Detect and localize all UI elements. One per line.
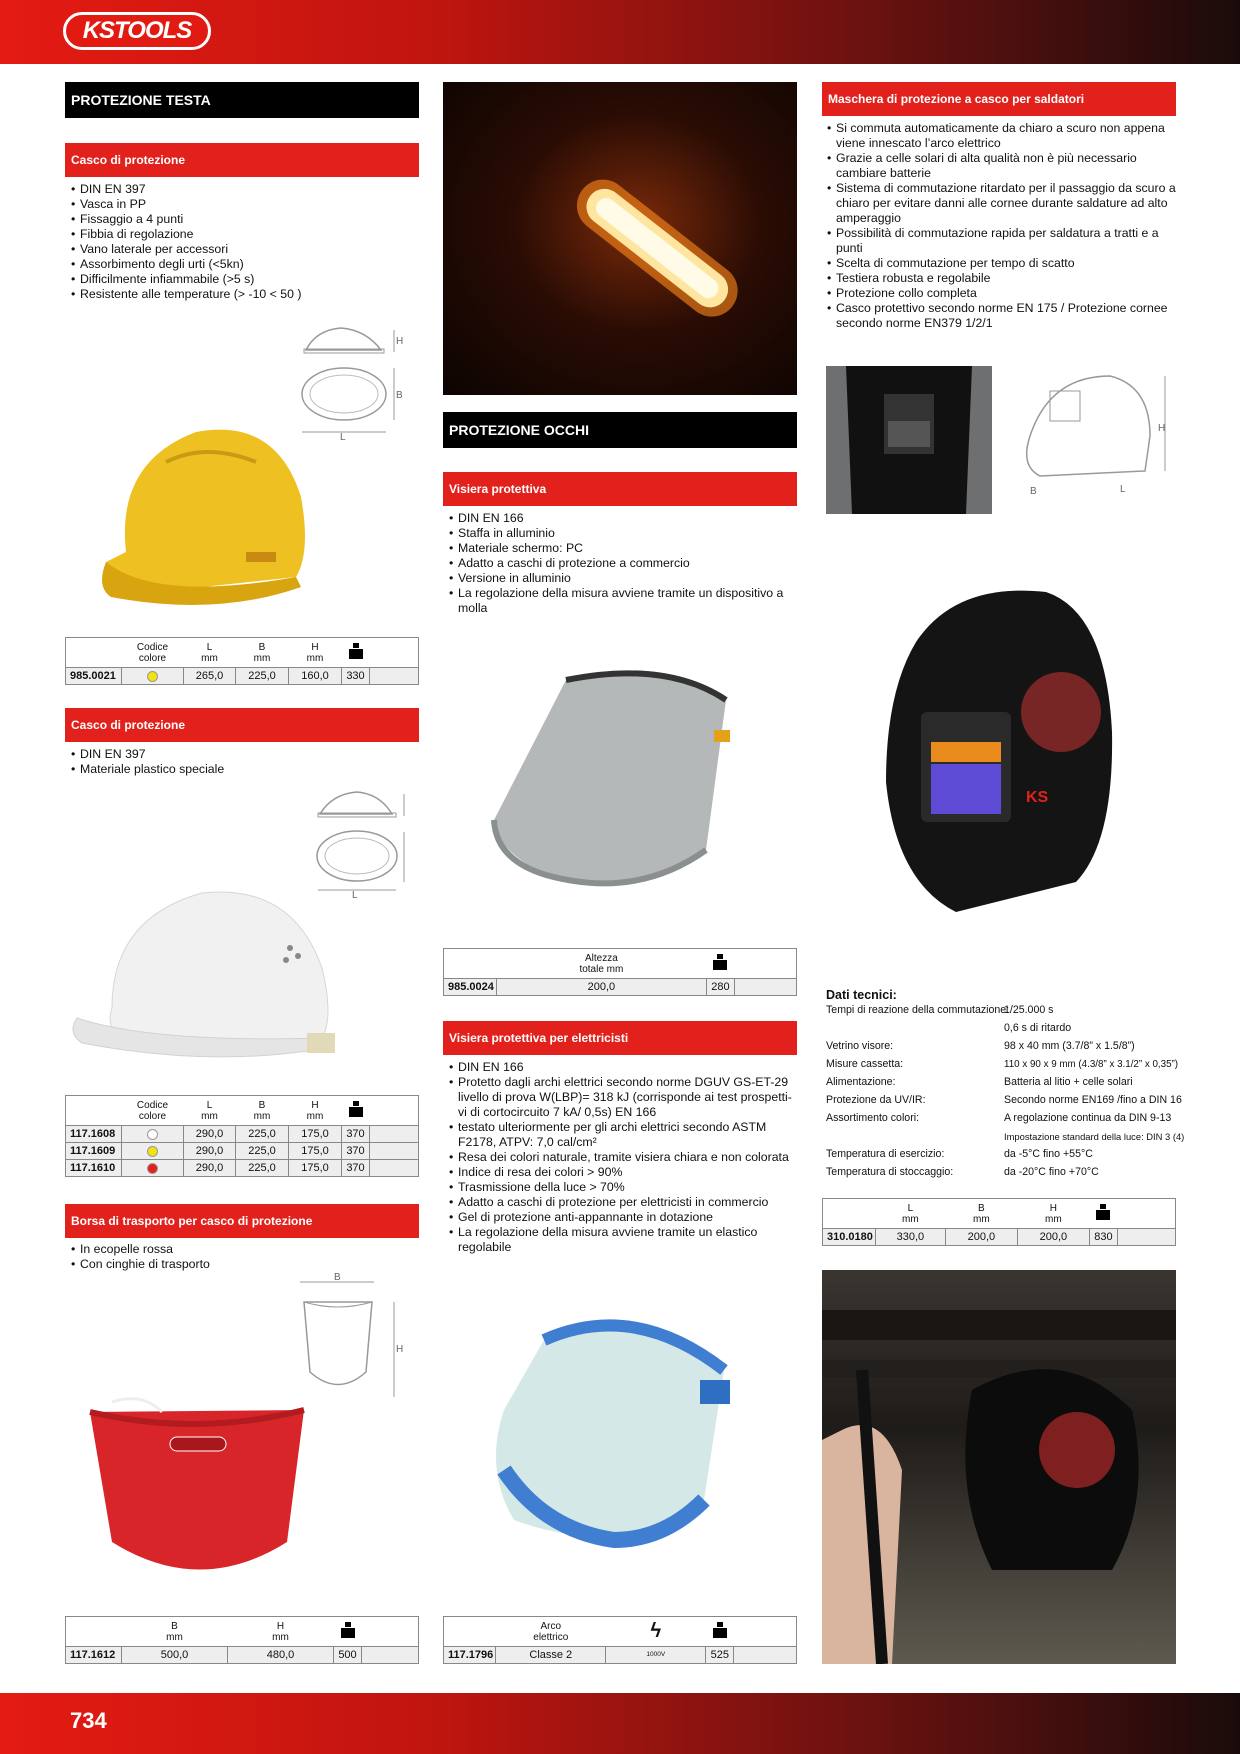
svg-text:B: B (334, 1272, 341, 1283)
blue-visor-photo (484, 1300, 766, 1570)
svg-text:B: B (1030, 486, 1037, 497)
column-header: L mm (184, 638, 236, 668)
list-item: • Fibbia di regolazione (70, 227, 410, 242)
mask-interior-graphic (826, 366, 992, 514)
section-title-eye-protection: PROTEZIONE OCCHI (443, 412, 797, 448)
list-item: • Sistema di commutazione ritardato per il passaggio da scuro a chiaro per evitare danni alle cornee durante saldature ad alto amperaggio (826, 181, 1176, 226)
welding-arc-photo (443, 82, 797, 395)
column-header: B mm (236, 638, 289, 668)
tech-value: 98 x 40 mm (3.7/8” x 1.5/8”) (1004, 1040, 1135, 1052)
tech-label: Assortimento colori: (826, 1112, 920, 1124)
bullet-list-carry-bag (70, 1242, 410, 1272)
table-row: 310.0180 330,0 200,0 200,0 830 (823, 1229, 1176, 1246)
svg-text:H: H (396, 1344, 404, 1355)
list-item: • Materiale plastico speciale (70, 762, 410, 777)
svg-text:B: B (396, 390, 403, 401)
table-row: 117.1612 500,0 480,0 500 (66, 1647, 419, 1664)
list-item: • DIN EN 166 (448, 1060, 796, 1075)
tech-value: A regolazione continua da DIN 9-13 (1004, 1112, 1172, 1124)
list-item: • Casco protettivo secondo norme EN 175 / Protezione cornee secondo norme EN379 1/2/1 (826, 301, 1176, 331)
list-item: • Difficilmente infiammabile (>5 s) (70, 272, 410, 287)
tech-value: 110 x 90 x 9 mm (4.3/8” x 3.1/2” x 0,35”) (1004, 1059, 1179, 1070)
welding-mask-photo (876, 582, 1122, 916)
tech-data-title: Dati tecnici: (826, 988, 897, 1002)
list-item: • Versione in alluminio (448, 571, 788, 586)
svg-text:H: H (1158, 423, 1166, 434)
column-header: Altezza totale mm (496, 949, 706, 979)
weight-icon (713, 954, 727, 970)
bullet-list-visor (448, 511, 788, 616)
footer-bar (0, 1693, 1240, 1754)
svg-text:L: L (352, 890, 358, 898)
weight-icon (1096, 1204, 1110, 1220)
color-swatch (147, 1146, 158, 1157)
tech-value: da -20°C fino +70°C (1004, 1166, 1099, 1178)
product-title-helmet-2: Casco di protezione (65, 708, 419, 742)
tech-label: Alimentazione: (826, 1076, 896, 1088)
mesh-visor-photo (486, 660, 768, 910)
tech-value: 1/25.000 s (1004, 1004, 1054, 1016)
list-item: • Si commuta automaticamente da chiaro a scuro non appena viene innescato l’arco elettrico (826, 121, 1176, 151)
tech-label: Temperatura di esercizio: (826, 1148, 945, 1160)
column-header: B mm (236, 1096, 289, 1126)
tech-value: Secondo norme EN169 /fino a DIN 16 (1004, 1094, 1182, 1106)
tech-label: Protezione da UV/IR: (826, 1094, 926, 1106)
list-item: • Adatto a caschi di protezione a commercio (448, 556, 788, 571)
color-swatch (147, 1129, 158, 1140)
spec-table-helmet-2 (65, 1095, 419, 1177)
column-header: H mm (289, 638, 342, 668)
column-header: L mm (875, 1199, 945, 1229)
table-row: 117.1796 Classe 2 1000V 525 (444, 1647, 797, 1664)
list-item: • Protezione collo completa (826, 286, 1176, 301)
list-item: • DIN EN 166 (448, 511, 788, 526)
white-helmet-photo (72, 868, 342, 1068)
weight-icon (713, 1622, 727, 1638)
bullet-list-electrician-visor (448, 1060, 796, 1255)
list-item: • testato ulteriormente per gli archi elettrici secondo ASTM F2178, ATPV: 7,0 cal/cm² (448, 1120, 796, 1150)
weight-icon (349, 1101, 363, 1117)
bag-dimension-drawing (294, 1272, 409, 1402)
spec-table-helmet-1 (65, 637, 419, 685)
bullet-list-helmet-2 (70, 747, 410, 777)
tech-value: da -5°C fino +55°C (1004, 1148, 1093, 1160)
red-bag-photo (82, 1392, 314, 1592)
table-row: 117.1610 290,0 225,0 175,0 370 (66, 1160, 419, 1177)
list-item: • Materiale schermo: PC (448, 541, 788, 556)
product-title-electrician-visor: Visiera protettiva per elettricisti (443, 1021, 797, 1055)
svg-text:KS: KS (1026, 789, 1049, 806)
list-item: • Protetto dagli archi elettrici secondo norme DGUV GS-ET-29 livello di prova W(LBP)= 318 kJ (corrisponde ai test prospetti-vi di cortocircuito 7 kA/ 0,5s) EN 166 (448, 1075, 796, 1120)
list-item: • Indice di resa dei colori > 90% (448, 1165, 796, 1180)
list-item: • Trasmissione della luce > 70% (448, 1180, 796, 1195)
list-item: • Vano laterale per accessori (70, 242, 410, 257)
bullet-list-welding-mask (826, 121, 1176, 331)
weight-icon (349, 643, 363, 659)
section-title-head-protection: PROTEZIONE TESTA (65, 82, 419, 118)
mask-interior-photo (826, 366, 992, 514)
list-item: • Gel di protezione anti-appannante in dotazione (448, 1210, 796, 1225)
color-swatch (147, 671, 158, 682)
column-header: Arco elettrico (496, 1617, 606, 1647)
color-swatch (147, 1163, 158, 1174)
list-item: • Fissaggio a 4 punti (70, 212, 410, 227)
tech-value: Impostazione standard della luce: DIN 3 (4) (1004, 1131, 1185, 1142)
list-item: • Possibilità di commutazione rapida per saldatura a tratti e a punti (826, 226, 1176, 256)
spec-table-visor (443, 948, 797, 996)
svg-text:H: H (396, 336, 404, 347)
list-item: • Grazie a celle solari di alta qualità non è più necessario cambiare batterie (826, 151, 1176, 181)
table-row: 985.0024 200,0 280 (444, 979, 797, 996)
yellow-helmet-photo (96, 402, 316, 617)
welding-glow-graphic (443, 82, 797, 395)
list-item: • Testiera robusta e regolabile (826, 271, 1176, 286)
list-item: • La regolazione della misura avviene tramite un dispositivo a molla (448, 586, 788, 616)
bullet-list-helmet-1 (70, 182, 410, 302)
mask-dimension-drawing (1010, 366, 1176, 506)
column-header: H mm (228, 1617, 334, 1647)
tech-label: Tempi di reazione della commutazione: (826, 1004, 1010, 1016)
list-item: • Assorbimento degli urti (<5kn) (70, 257, 410, 272)
column-header: L mm (184, 1096, 236, 1126)
column-header: Codice colore (122, 638, 184, 668)
list-item: • Con cinghie di trasporto (70, 1257, 410, 1272)
svg-text:L: L (1120, 484, 1126, 495)
tech-value: Batteria al litio + celle solari (1004, 1076, 1133, 1088)
table-row: 117.1609 290,0 225,0 175,0 370 (66, 1143, 419, 1160)
spec-table-carry-bag (65, 1616, 419, 1664)
list-item: • La regolazione della misura avviene tramite un elastico regolabile (448, 1225, 796, 1255)
spec-table-electrician-visor (443, 1616, 797, 1664)
list-item: • Staffa in alluminio (448, 526, 788, 541)
list-item: • Adatto a caschi di protezione per elettricisti in commercio (448, 1195, 796, 1210)
list-item: • Resa dei colori naturale, tramite visiera chiara e non colorata (448, 1150, 796, 1165)
column-header: H mm (289, 1096, 342, 1126)
weight-icon (341, 1622, 355, 1638)
page-number: 734 (70, 1708, 107, 1733)
tech-label: Vetrino visore: (826, 1040, 894, 1052)
product-title-welding-mask: Maschera di protezione a casco per saldatori (822, 82, 1176, 116)
list-item: • Scelta di commutazione per tempo di scatto (826, 256, 1176, 271)
list-item: • DIN EN 397 (70, 182, 410, 197)
tech-value: 0,6 s di ritardo (1004, 1022, 1072, 1034)
tech-label: Temperatura di stoccaggio: (826, 1166, 954, 1178)
column-header: H mm (1017, 1199, 1089, 1229)
list-item: • Vasca in PP (70, 197, 410, 212)
list-item: • In ecopelle rossa (70, 1242, 410, 1257)
lightning-icon: ϟ (606, 1617, 706, 1647)
list-item: • Resistente alle temperature (> -10 < 50 ) (70, 287, 410, 302)
product-title-helmet-1: Casco di protezione (65, 143, 419, 177)
product-title-carry-bag: Borsa di trasporto per casco di protezione (65, 1204, 419, 1238)
svg-text:L: L (340, 432, 346, 440)
column-header: Codice colore (122, 1096, 184, 1126)
welder-scene-graphic (822, 1270, 1176, 1664)
table-row: 117.1608 290,0 225,0 175,0 370 (66, 1126, 419, 1143)
list-item: • DIN EN 397 (70, 747, 410, 762)
tech-label: Misure cassetta: (826, 1058, 904, 1070)
column-header: B mm (122, 1617, 228, 1647)
spec-table-welding-mask (822, 1198, 1176, 1246)
column-header: B mm (945, 1199, 1017, 1229)
table-row: 985.0021 265,0 225,0 160,0 330 (66, 668, 419, 685)
brand-logo: KSTOOLS (63, 12, 211, 50)
product-title-visor: Visiera protettiva (443, 472, 797, 506)
welder-in-use-photo (822, 1270, 1176, 1664)
